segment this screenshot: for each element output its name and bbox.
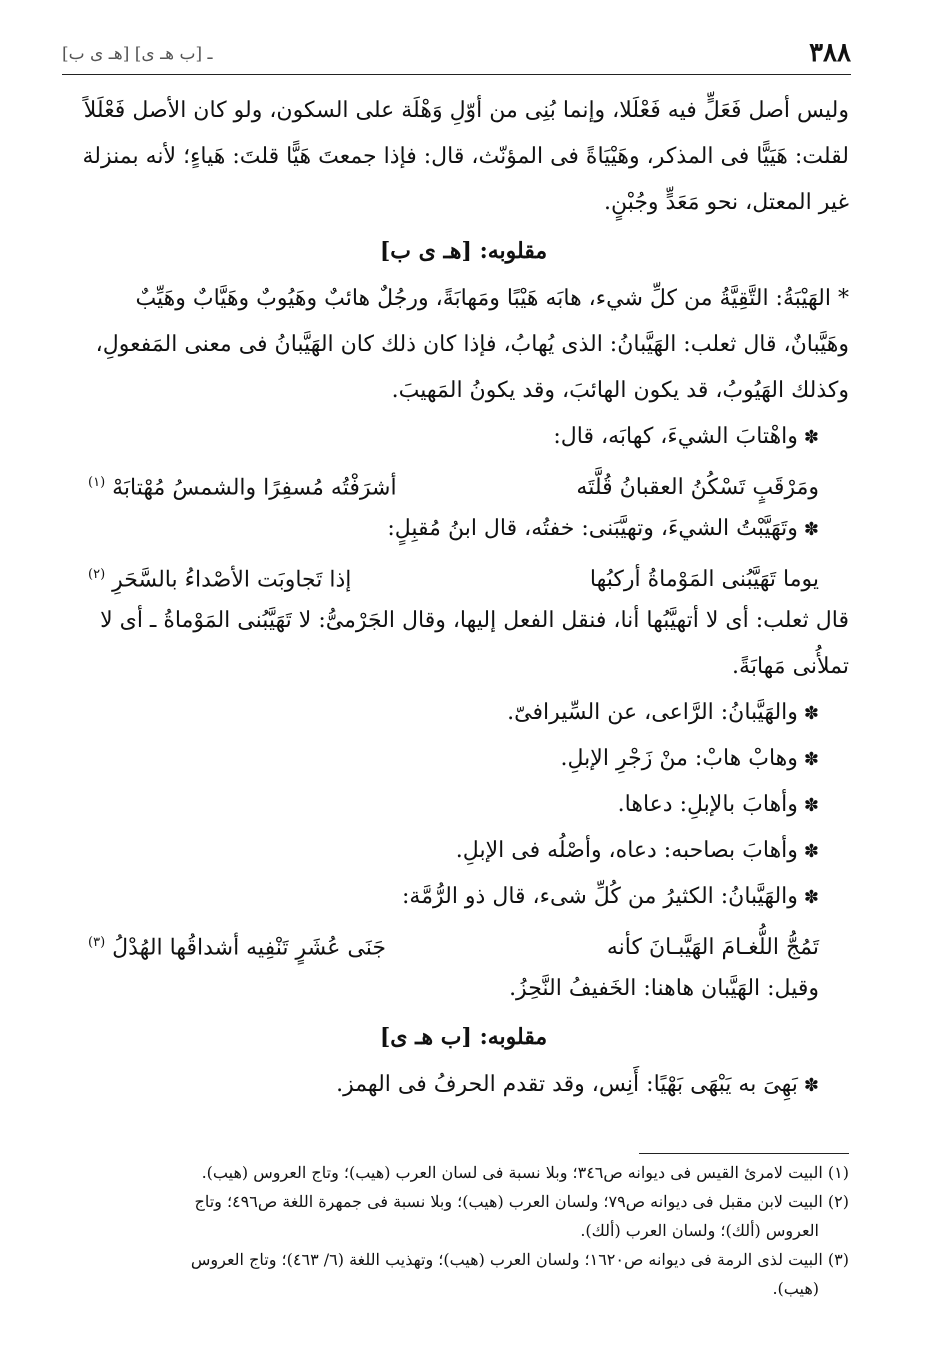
page-number: ٣٨٨ [809, 38, 851, 68]
text-line: لقلت: هَيَيًّا فى المذكر، وهَيْيَاةً فى المؤنّث، قال: فإذا جمعتَ هَيًّا قلتَ: هَياءٍ؛ لأنه بمنزلة [82, 144, 849, 169]
text-line: قال ثعلب: أى لا أتهيَّبُها أنا، فنقل الفعل إليها، وقال الجَرْمىُّ: لا تَهَيَّبُنى المَوْماةُ ـ أى لا [100, 608, 849, 633]
footnote: (٢) البيت لابن مقبل فى ديوانه ص٧٩؛ ولسان العرب (هيب)؛ وبلا نسبة فى جمهرة اللغة ص٤٩٦؛ وتاج [194, 1192, 849, 1211]
verse-first-hemistich: ومَرْقَبٍ تَسْكُنُ العقبانُ قُلَّتَه [576, 475, 819, 501]
main-text [78, 88, 849, 1108]
verse [78, 552, 849, 598]
entry-text: والهَيَّبانُ: الرَّاعى، عن السِّيرافىّ. [507, 700, 798, 725]
footnote-divider [639, 1153, 849, 1154]
verse-first-hemistich: يوما تَهَيَّبُنى المَوْماةُ أركبُها [589, 567, 819, 593]
entry [78, 690, 849, 736]
footnote: (١) البيت لامرئ القيس فى ديوانه ص٣٤٦؛ وبلا نسبة فى لسان العرب (هيب)؛ وتاج العروس (هيب). [201, 1163, 849, 1182]
text-line: وقيل: الهَيَّبان هاهنا: الخَفيفُ النَّحِزُ. [509, 976, 819, 1001]
verse-second-hemistich [88, 920, 386, 971]
asterisk-icon: ✽ [803, 519, 819, 540]
entry-text: بَهِىَ به يَبْهَى بَهْيًا: أَنِس، وقد تقدم الحرفُ فى الهمز. [336, 1072, 798, 1097]
verse [78, 460, 849, 506]
asterisk-icon: ✽ [803, 887, 819, 908]
asterisk-icon: ✽ [803, 1075, 819, 1096]
verse-second-hemistich [88, 460, 397, 511]
asterisk-icon: ✽ [803, 703, 819, 724]
verse-first-hemistich: تَمُجُّ اللُّغـامَ الهَيَّبـانَ كأنه [606, 935, 819, 961]
text-line: وهَيَّبانٌ، قال ثعلب: الهَيَّبانُ: الذى يُهابُ، فإذا كان ذلك كان الهَيَّبانُ فى معنى المَفعولِ، [95, 332, 849, 357]
entry [78, 506, 849, 552]
entry [78, 828, 849, 874]
text-line: * الهَيْبَةُ: التَّقِيَّةُ من كلِّ شيء، هابَه هَيْبًا ومَهابَةً، ورجُلٌ هائبٌ وهَيُوبٌ وهَيَّابٌ وهَيِّبٌ [135, 286, 849, 311]
footnote-marker: (٣) [88, 935, 106, 950]
verse-second-hemistich [88, 552, 351, 603]
text-line: وكذلك الهَيُوبُ، قد يكون الهائبَ، وقد يكونُ المَهيبَ. [391, 378, 849, 403]
asterisk-icon: ✽ [803, 841, 819, 862]
entry-text: وتَهَيَّبْتُ الشيءَ، وتهيَّبَنى: خفتُه، قال ابنُ مُقبِلٍ: [387, 516, 798, 541]
page-header [62, 34, 851, 75]
text-line: تملأُنى مَهابَةً. [732, 654, 849, 679]
section-heading: مقلوبه: [هـ ى ب] [379, 238, 548, 264]
hemistich-text: أشرَفْتُه مُسفِرًا والشمسُ مُهْتابَهْ [112, 475, 397, 501]
footnote-continuation: (هيب). [772, 1279, 819, 1298]
footnote-marker: (١) [88, 475, 106, 490]
entry-text: وهابْ هابْ: منْ زَجْرِ الإبلِ. [560, 746, 798, 771]
section-heading: مقلوبه: [ب هـ ى] [379, 1024, 548, 1050]
footnote-continuation: العروس (ألك)؛ ولسان العرب (ألك). [580, 1221, 819, 1240]
entry [78, 414, 849, 460]
running-head: [هـ ى ب] ـ [ب هـ ى] [62, 44, 213, 64]
footnote-marker: (٢) [88, 567, 106, 582]
asterisk-icon: ✽ [803, 749, 819, 770]
asterisk-icon: ✽ [803, 795, 819, 816]
entry-text: وأهابَ بالإبلِ: دعاها. [617, 792, 798, 817]
hemistich-text: جَنَى عُشَرٍ تَنْفِيه أشداقُها الهُدْلُ [112, 935, 386, 961]
asterisk-icon: ✽ [803, 427, 819, 448]
entry [78, 1062, 849, 1108]
entry-text: واهْتابَ الشيءَ، كهابَه، قال: [553, 424, 798, 449]
verse [78, 920, 849, 966]
text-line: غير المعتل، نحو مَعَدٍّ وجُبْنٍ. [603, 190, 849, 215]
entry [78, 782, 849, 828]
text-line: وليس أصل فَعَلٍّ فيه فَعْلَلا، وإنما بُنِى من أوّلِ وَهْلَة على السكون، ولو كان الأصل فَعْلَلاً [83, 98, 849, 123]
entry-text: وأهابَ بصاحبه: دعاه، وأصْلُه فى الإبلِ. [455, 838, 798, 863]
hemistich-text: إذا تَجاوبَت الأصْداءُ بالسَّحَرِ [112, 567, 352, 593]
entry-text: والهَيَّبانُ: الكثيرُ من كُلِّ شىء، قال ذو الرُّمَّة: [401, 884, 798, 909]
footnotes [78, 1158, 849, 1303]
entry [78, 874, 849, 920]
footnote: (٣) البيت لذى الرمة فى ديوانه ص١٦٢٠؛ ولسان العرب (هيب)؛ وتهذيب اللغة (٦/ ٤٦٣)؛ وتاج العروس [190, 1250, 849, 1269]
entry [78, 736, 849, 782]
